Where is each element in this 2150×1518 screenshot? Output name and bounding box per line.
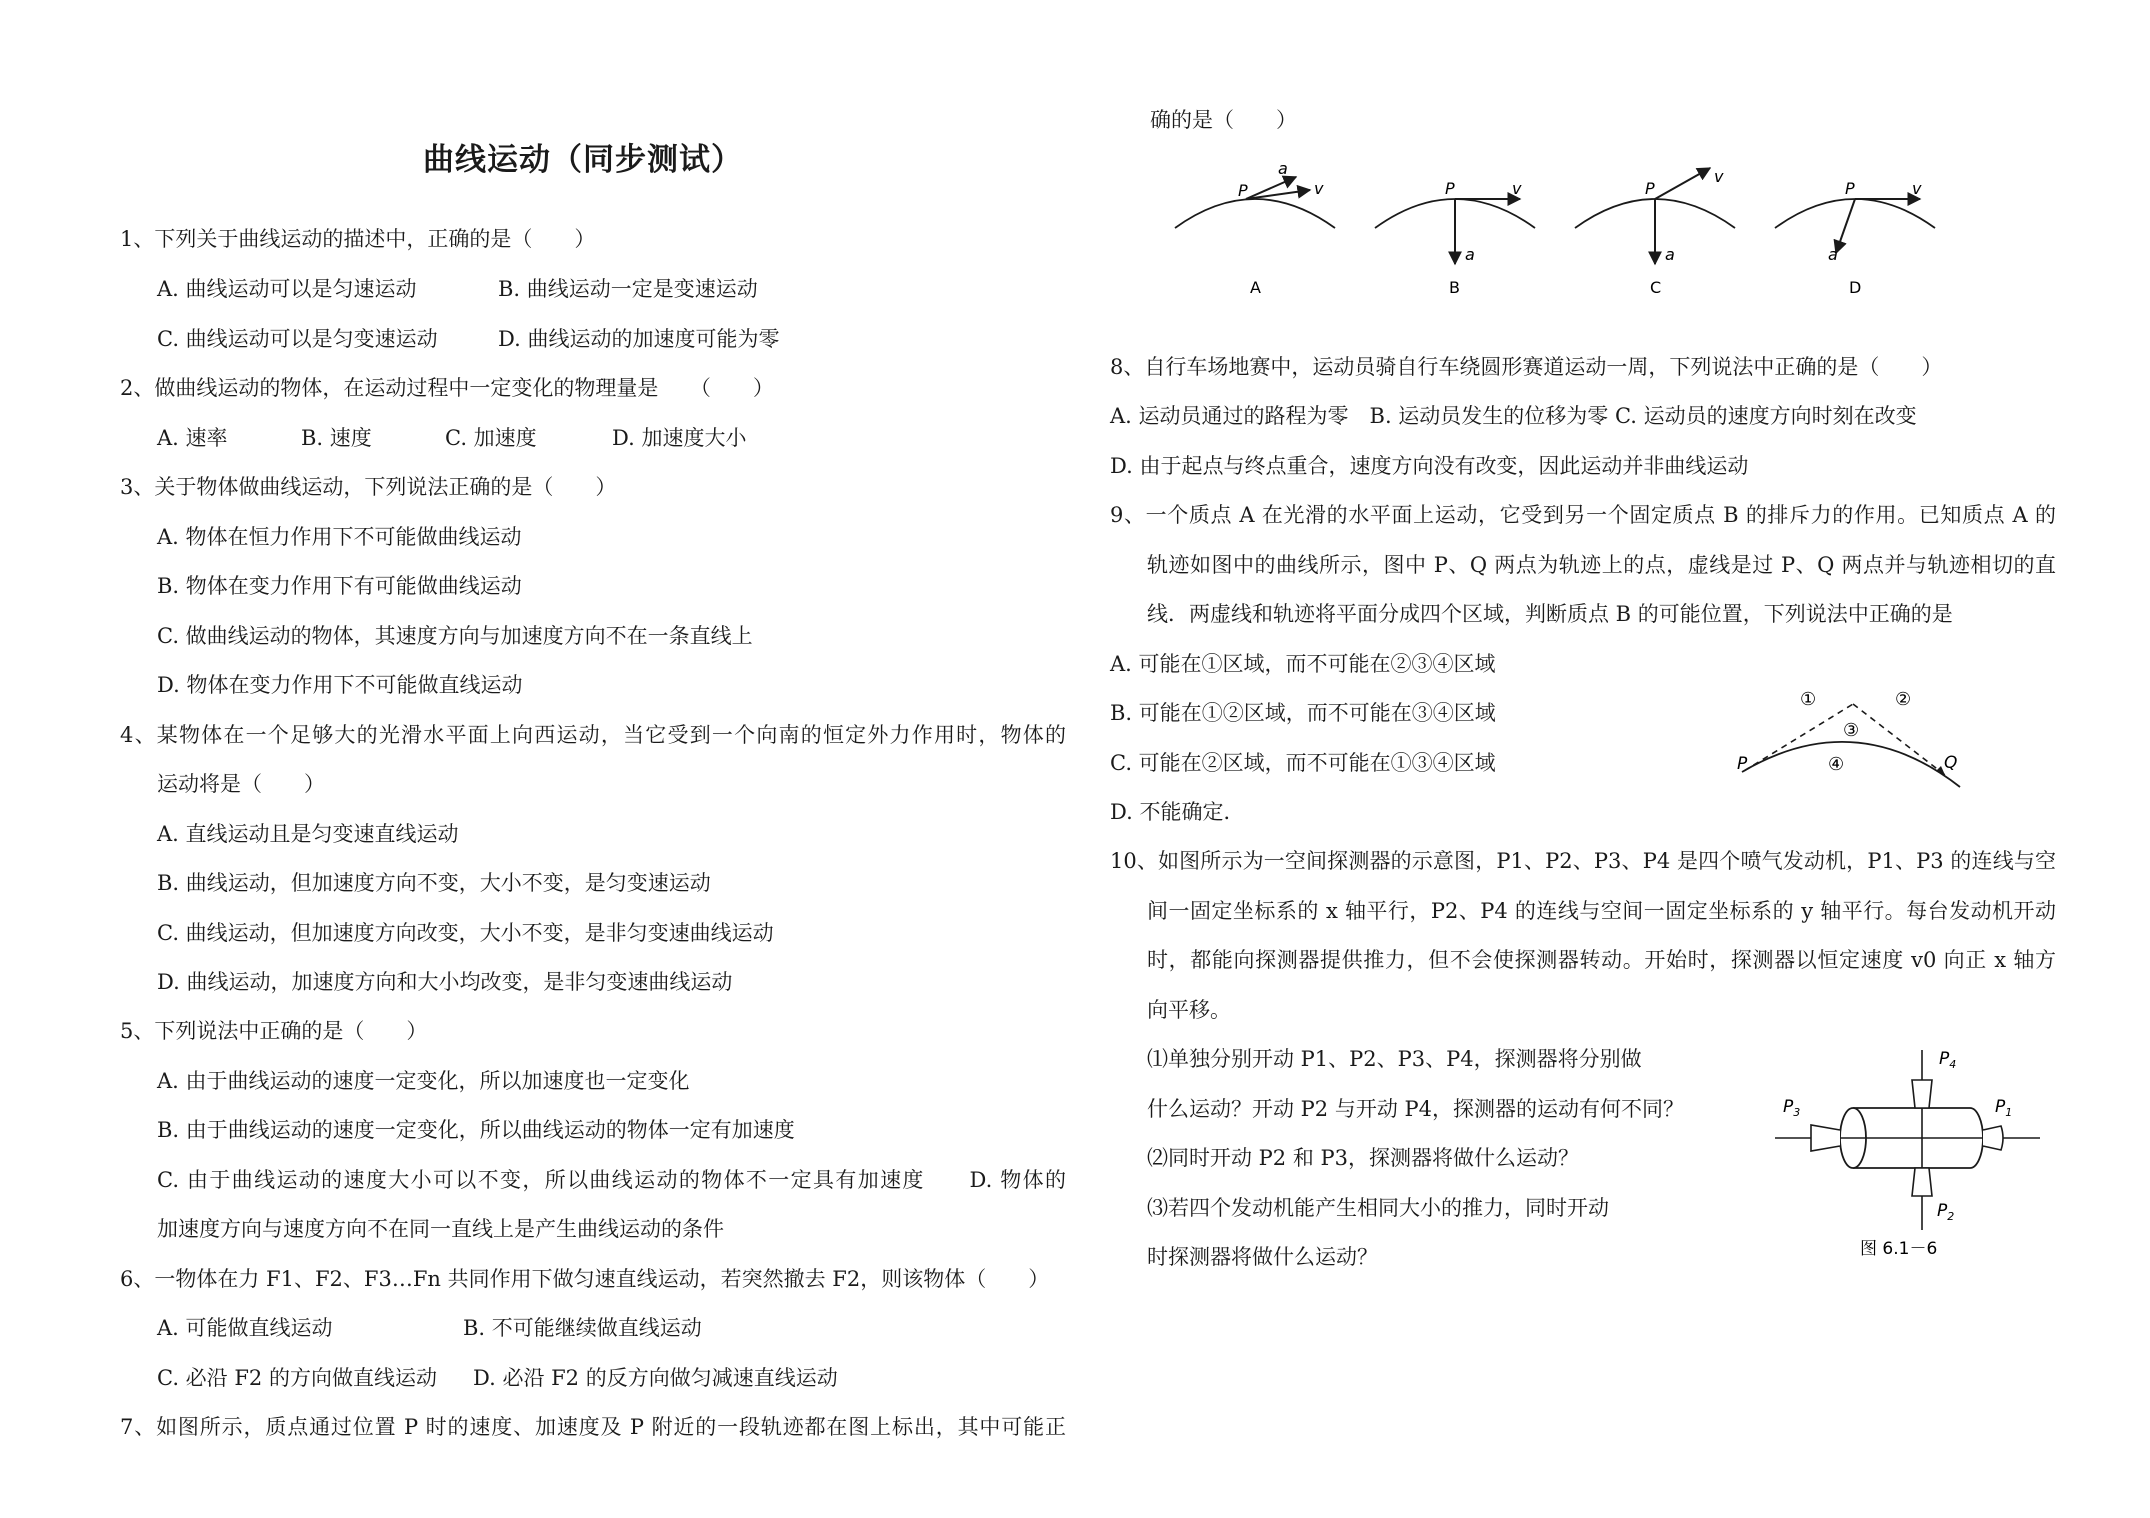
q3-option-c: C. 做曲线运动的物体，其速度方向与加速度方向不在一条直线上 xyxy=(157,624,753,648)
q10-nozzle-p1 xyxy=(1983,1126,2003,1150)
q1-option-a: A. 曲线运动可以是匀速运动 xyxy=(157,277,417,301)
q2-option-d: D. 加速度大小 xyxy=(612,426,747,450)
q3-option-a: A. 物体在恒力作用下不可能做曲线运动 xyxy=(157,525,522,549)
q10-probe-figure xyxy=(1765,1040,2045,1270)
q7-c-velocity-arrow xyxy=(1655,168,1710,199)
q9-figure xyxy=(1730,675,1970,800)
q10-sub1-line1: ⑴单独分别开动 P1、P2、P3、P4，探测器将分别做 xyxy=(1147,1047,1642,1071)
q7-a-p-label: P xyxy=(1238,181,1248,200)
q10-nozzle-p4 xyxy=(1912,1080,1932,1108)
q9-option-a: A. 可能在①区域，而不可能在②③④区域 xyxy=(1110,652,1496,676)
q8-options-abc: A. 运动员通过的路程为零 B. 运动员发生的位移为零 C. 运动员的速度方向时刻在改变 xyxy=(1110,404,1917,428)
q10-label-p4: $P_4$ xyxy=(1939,1049,1957,1071)
q10-label-p3: $P_3$ xyxy=(1783,1097,1801,1119)
q9-q-label: Q xyxy=(1944,753,1958,773)
q3-option-d: D. 物体在变力作用下不可能做直线运动 xyxy=(157,673,523,697)
q9-p-label: P xyxy=(1737,754,1748,774)
q9-region-3: ③ xyxy=(1843,720,1860,741)
q7-stem-line2: 确的是（ ） xyxy=(1150,108,1297,132)
q10-sub2: ⑵同时开动 P2 和 P3，探测器将做什么运动？ xyxy=(1147,1146,1580,1170)
q7-label-a: A xyxy=(1250,278,1261,297)
q6-option-a: A. 可能做直线运动 xyxy=(157,1316,333,1340)
q7-c-p-label: P xyxy=(1645,179,1655,198)
q7-b-a-label: a xyxy=(1465,245,1475,264)
q10-stem-line4: 向平移。 xyxy=(1147,998,1231,1022)
q3-option-b: B. 物体在变力作用下有可能做曲线运动 xyxy=(157,574,522,598)
q1-option-b: B. 曲线运动一定是变速运动 xyxy=(498,277,758,301)
q10-sub3-line2: 时探测器将做什么运动？ xyxy=(1147,1245,1378,1269)
q4-option-d: D. 曲线运动，加速度方向和大小均改变，是非匀变速曲线运动 xyxy=(157,970,733,994)
q4-stem-line1: 4、某物体在一个足够大的光滑水平面上向西运动，当它受到一个向南的恒定外力作用时，物体的 xyxy=(120,723,1066,747)
q8-stem: 8、自行车场地赛中，运动员骑自行车绕圆形赛道运动一周，下列说法中正确的是（ ） xyxy=(1110,355,1943,379)
q7-figure-c xyxy=(1575,167,1735,297)
q10-stem-line2: 间一固定坐标系的 x 轴平行，P2、P4 的连线与空间一固定坐标系的 y 轴平行。每台发动机开动 xyxy=(1147,899,2056,923)
page-title: 曲线运动（同步测试） xyxy=(423,142,743,178)
q7-figure-d xyxy=(1775,179,1935,297)
q5-option-b: B. 由于曲线运动的速度一定变化，所以曲线运动的物体一定有加速度 xyxy=(157,1118,795,1142)
q7-d-p-label: P xyxy=(1845,179,1855,198)
q7-b-p-label: P xyxy=(1445,179,1455,198)
q10-label-p2: $P_2$ xyxy=(1937,1201,1955,1223)
q1-stem: 1、下列关于曲线运动的描述中，正确的是（ ） xyxy=(120,227,596,251)
q9-stem-line3: 线．两虚线和轨迹将平面分成四个区域，判断质点 B 的可能位置，下列说法中正确的是 xyxy=(1147,602,1953,626)
q7-d-acceleration-arrow xyxy=(1836,199,1855,253)
q10-label-p1: $P_1$ xyxy=(1995,1097,2013,1119)
q9-option-d: D. 不能确定． xyxy=(1110,800,1245,824)
q2-option-a: A. 速率 xyxy=(157,426,228,450)
q4-option-c: C. 曲线运动，但加速度方向改变，大小不变，是非匀变速曲线运动 xyxy=(157,921,774,945)
q9-stem-line1: 9、一个质点 A 在光滑的水平面上运动，它受到另一个固定质点 B 的排斥力的作用。已知质点 A 的 xyxy=(1110,503,2056,527)
q5-option-a: A. 由于曲线运动的速度一定变化，所以加速度也一定变化 xyxy=(157,1069,690,1093)
q7-figure xyxy=(1160,150,1960,310)
q7-a-v-label: v xyxy=(1314,179,1324,198)
q7-a-a-label: a xyxy=(1278,159,1288,178)
q9-region-1: ① xyxy=(1800,689,1817,710)
q10-sub1-line2: 什么运动？开动 P2 与开动 P4，探测器的运动有何不同？ xyxy=(1147,1097,1685,1121)
q6-option-c: C. 必沿 F2 的方向做直线运动 xyxy=(157,1366,437,1390)
q7-d-trajectory xyxy=(1775,199,1935,228)
q8-option-d: D. 由于起点与终点重合，速度方向没有改变，因此运动并非曲线运动 xyxy=(1110,454,1749,478)
q10-sub3-line1: ⑶若四个发动机能产生相同大小的推力，同时开动 xyxy=(1147,1196,1609,1220)
q7-figure-b xyxy=(1375,179,1535,297)
q2-stem: 2、做曲线运动的物体，在运动过程中一定变化的物理量是 （ ） xyxy=(120,376,774,400)
q9-region-2: ② xyxy=(1895,689,1912,710)
q9-region-4: ④ xyxy=(1828,754,1845,775)
q7-b-v-label: v xyxy=(1512,179,1522,198)
q7-figure-a xyxy=(1175,159,1335,297)
q1-option-d: D. 曲线运动的加速度可能为零 xyxy=(498,327,780,351)
q4-stem-line2: 运动将是（ ） xyxy=(157,772,325,796)
q7-c-a-label: a xyxy=(1665,245,1675,264)
q6-option-b: B. 不可能继续做直线运动 xyxy=(463,1316,702,1340)
q10-stem-line3: 时，都能向探测器提供推力，但不会使探测器转动。开始时，探测器以恒定速度 v0 向正 x 轴方 xyxy=(1147,948,2056,972)
q9-option-b: B. 可能在①②区域，而不可能在③④区域 xyxy=(1110,701,1496,725)
q6-option-d: D. 必沿 F2 的反方向做匀减速直线运动 xyxy=(473,1366,838,1390)
q7-label-d: D xyxy=(1849,278,1862,297)
q7-label-c: C xyxy=(1650,278,1662,297)
q7-d-v-label: v xyxy=(1912,179,1922,198)
q6-stem: 6、一物体在力 F1、F2、F3…Fn 共同作用下做匀速直线运动，若突然撤去 F2，则该物体（ ） xyxy=(120,1267,1050,1291)
q10-nozzle-p3 xyxy=(1811,1125,1840,1151)
q5-option-c-line2: 加速度方向与速度方向不在同一直线上是产生曲线运动的条件 xyxy=(157,1217,724,1241)
q9-tangent-line-q xyxy=(1853,704,1945,775)
q5-stem: 5、下列说法中正确的是（ ） xyxy=(120,1019,428,1043)
q9-trajectory xyxy=(1742,742,1960,787)
q4-option-b: B. 曲线运动，但加速度方向不变，大小不变，是匀变速运动 xyxy=(157,871,711,895)
q9-option-c: C. 可能在②区域，而不可能在①③④区域 xyxy=(1110,751,1496,775)
q10-nozzle-p2 xyxy=(1912,1168,1932,1196)
q7-c-v-label: v xyxy=(1714,167,1724,186)
q10-stem-line1: 10、如图所示为一空间探测器的示意图，P1、P2、P3、P4 是四个喷气发动机，P1、P3 的连线与空 xyxy=(1110,849,2056,873)
q2-option-c: C. 加速度 xyxy=(445,426,537,450)
q5-option-c-line1: C. 由于曲线运动的速度大小可以不变，所以曲线运动的物体不一定具有加速度 D. 物体的 xyxy=(157,1168,1066,1192)
q1-option-c: C. 曲线运动可以是匀变速运动 xyxy=(157,327,438,351)
q7-a-trajectory xyxy=(1175,199,1335,228)
q2-option-b: B. 速度 xyxy=(301,426,372,450)
q3-stem: 3、关于物体做曲线运动，下列说法正确的是（ ） xyxy=(120,475,617,499)
q9-stem-line2: 轨迹如图中的曲线所示，图中 P、Q 两点为轨迹上的点，虚线是过 P、Q 两点并与轨迹相切的直 xyxy=(1147,553,2056,577)
q4-option-a: A. 直线运动且是匀变速直线运动 xyxy=(157,822,459,846)
q10-figure-caption: 图 6.1－6 xyxy=(1860,1239,1938,1259)
q7-label-b: B xyxy=(1449,278,1460,297)
q7-stem-line1: 7、如图所示，质点通过位置 P 时的速度、加速度及 P 附近的一段轨迹都在图上标出，其中可能正 xyxy=(120,1415,1066,1439)
q7-d-a-label: a xyxy=(1828,245,1838,264)
